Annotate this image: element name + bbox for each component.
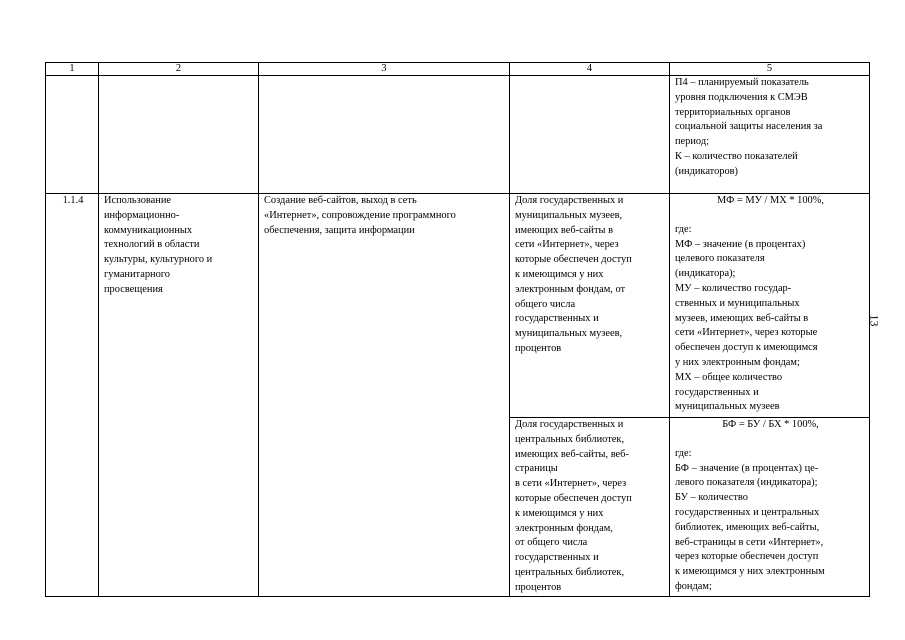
formula-museums-cell <box>670 194 870 418</box>
column-header-1: 1 <box>46 63 99 76</box>
indicator-museums-cell <box>510 194 670 418</box>
indicator-museums-name: Доля государственных и муниципальных музеев, имеющих веб-сайты в сети «Интернет», через которые обеспечен доступ к имеющимся у них электронным фондам, от общего числа государственных и муниципальных музеев, процентов <box>515 195 632 354</box>
formula-museums-explanation: где: МФ – значение (в процентах) целевого показателя (индикатора); МУ – количество государ- ственных и муниципальных музеев, имеющих веб-сайты в сети «Интернет», через которые обеспечен доступ к имеющимся у них электронным фондам; МХ – общее количество государственных и муниципальных музеев <box>675 223 818 413</box>
column-header-5: 5 <box>670 63 870 76</box>
continued-formula-text: П4 – планируемый показатель уровня подключения к СМЭВ территориальных органов социальной защиты населения за период; К – количество показателей (индикаторов) <box>675 77 823 177</box>
page-number: 13 <box>867 314 882 327</box>
continued-row <box>46 76 870 194</box>
column-header-2: 2 <box>99 63 259 76</box>
row-name: Использование информационно- коммуникационных технологий в области культуры, культурного и гуманитарного просвещения <box>104 195 213 295</box>
header-row <box>46 63 870 76</box>
continued-formula-cell <box>670 76 870 194</box>
continued-cell-1 <box>46 76 99 194</box>
document-table <box>45 62 870 597</box>
indicator-libraries-cell <box>510 418 670 597</box>
continued-cell-4 <box>510 76 670 194</box>
row-activities-cell <box>259 194 510 597</box>
table-row <box>46 194 870 418</box>
formula-libraries-explanation: где: БФ – значение (в процентах) це- левого показателя (индикатора); БУ – количество государственных и центральных библиотек, имеющих веб-сайты, веб-страницы в сети «Интернет», через которые обеспечен доступ к имеющимся у них электронным фондам; <box>675 447 825 592</box>
continued-cell-3 <box>259 76 510 194</box>
continued-cell-2 <box>99 76 259 194</box>
row-name-cell <box>99 194 259 597</box>
column-header-3: 3 <box>259 63 510 76</box>
indicator-libraries-name: Доля государственных и центральных библиотек, имеющих веб-сайты, веб- страницы в сети «Интернет», через которые обеспечен доступ к имеющимся у них электронным фондам, от общего числа государственных и центральных библиотек, процентов <box>515 419 632 593</box>
row-activities: Создание веб-сайтов, выход в сеть «Интернет», сопровождение программного обеспечения, защита информации <box>264 195 456 236</box>
column-header-4: 4 <box>510 63 670 76</box>
formula-libraries: БФ = БУ / БХ * 100%, <box>722 419 819 430</box>
formula-libraries-cell <box>670 418 870 597</box>
formula-museums: МФ = МУ / МХ * 100%, <box>716 195 825 206</box>
row-number: 1.1.4 <box>46 194 99 597</box>
